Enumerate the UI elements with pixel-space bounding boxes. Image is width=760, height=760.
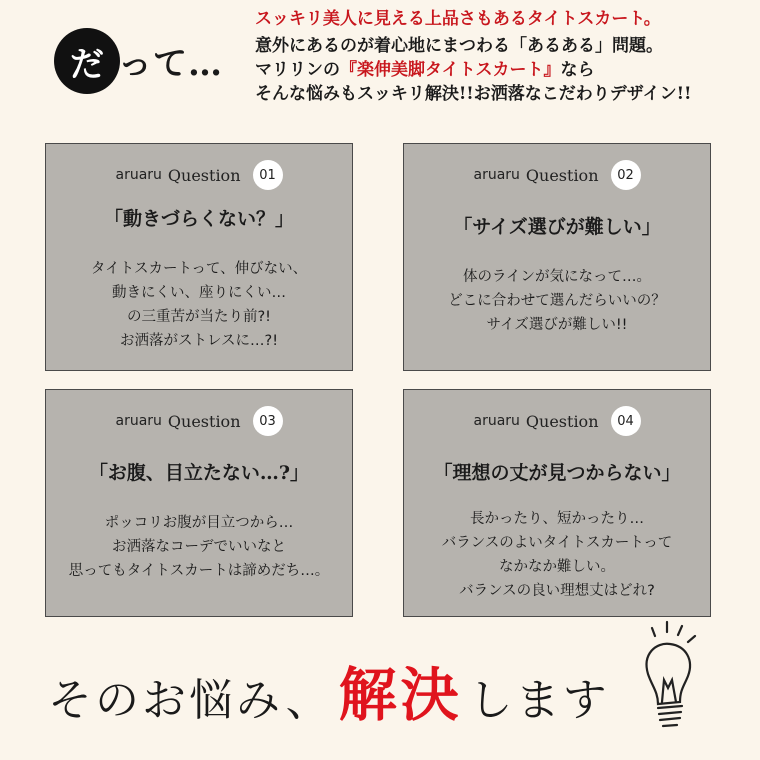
body-line: お洒落がストレスに…?! bbox=[119, 333, 279, 349]
question-title: 「理想の丈が見つからない」 bbox=[433, 462, 681, 484]
header bbox=[0, 0, 760, 130]
solution-pre: そのお悩み、 bbox=[48, 675, 333, 726]
body-line: なかなか難しい。 bbox=[499, 559, 615, 575]
intro-line-3 bbox=[255, 58, 755, 82]
intro-text bbox=[255, 4, 755, 106]
body-line: 長かったり、短かったり… bbox=[470, 511, 644, 527]
intro-line-3-pre: マリリンの bbox=[255, 60, 340, 80]
question-card-2 bbox=[403, 143, 711, 371]
solution-keyword: 解決 bbox=[338, 661, 463, 729]
solution-post: します bbox=[468, 675, 610, 726]
intro-line-2: 意外にあるのが着心地にまつわる「あるある」問題。 bbox=[255, 36, 663, 56]
label-question: Question bbox=[167, 411, 241, 431]
body-line: サイズ選びが難しい!! bbox=[486, 317, 628, 333]
question-number-badge: 04 bbox=[611, 406, 641, 436]
question-title: 「サイズ選びが難しい」 bbox=[453, 216, 661, 238]
label-aruaru: aruaru bbox=[115, 413, 162, 429]
question-card-4 bbox=[403, 389, 711, 617]
lightbulb-icon bbox=[622, 618, 712, 748]
body-line: ポッコリお腹が目立つから… bbox=[104, 515, 294, 531]
question-title: 「お腹、目立たない…?」 bbox=[88, 462, 310, 484]
body-line: 動きにくい、座りにくい… bbox=[112, 285, 286, 301]
label-aruaru: aruaru bbox=[473, 167, 520, 183]
question-label bbox=[46, 408, 352, 434]
datte-circle bbox=[54, 28, 120, 94]
question-label bbox=[404, 408, 710, 434]
body-line: お洒落なコーデでいいなと bbox=[112, 539, 286, 555]
body-line: どこに合わせて選んだらいいの？ bbox=[448, 293, 666, 309]
body-line: 体のラインが気になって…。 bbox=[462, 269, 652, 285]
label-question: Question bbox=[525, 411, 599, 431]
label-question: Question bbox=[167, 165, 241, 185]
question-body bbox=[404, 265, 710, 337]
question-card-1 bbox=[45, 143, 353, 371]
product-name: 『楽伸美脚タイトスカート』 bbox=[340, 60, 561, 80]
question-label bbox=[404, 162, 710, 188]
datte-text: って… bbox=[118, 44, 223, 84]
question-number-badge: 02 bbox=[611, 160, 641, 190]
body-line: バランスの良い理想丈はどれ? bbox=[459, 583, 655, 599]
question-body bbox=[46, 511, 352, 583]
intro-line-1: スッキリ美人に見える上品さもあるタイトスカート。 bbox=[255, 9, 661, 29]
label-aruaru: aruaru bbox=[473, 413, 520, 429]
question-number-badge: 01 bbox=[253, 160, 283, 190]
question-title: 「動きづらくない？」 bbox=[103, 208, 294, 230]
question-body bbox=[404, 507, 710, 603]
solution-heading bbox=[48, 648, 610, 728]
body-line: タイトスカートって、伸びない、 bbox=[90, 261, 308, 277]
label-question: Question bbox=[525, 165, 599, 185]
body-line: 思ってもタイトスカートは諦めだち…。 bbox=[68, 563, 330, 579]
question-body bbox=[46, 257, 352, 353]
intro-line-4: そんな悩みもスッキリ解決!!お洒落なこだわりデザイン!! bbox=[255, 84, 692, 104]
body-line: バランスのよいタイトスカートって bbox=[441, 535, 673, 551]
question-number-badge: 03 bbox=[253, 406, 283, 436]
body-line: の三重苦が当たり前?! bbox=[126, 309, 271, 325]
question-label bbox=[46, 162, 352, 188]
label-aruaru: aruaru bbox=[115, 167, 162, 183]
datte-char: だ bbox=[70, 44, 104, 85]
question-card-3 bbox=[45, 389, 353, 617]
intro-line-3-post: なら bbox=[560, 60, 595, 80]
